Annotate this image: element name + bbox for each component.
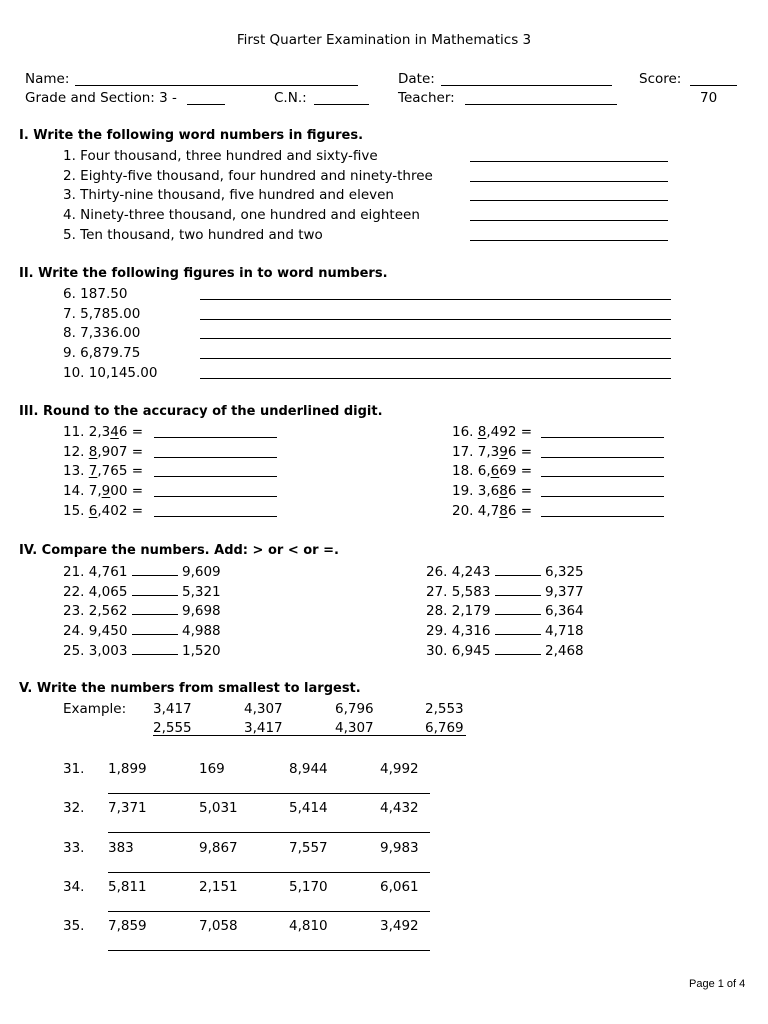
- answer-line[interactable]: [108, 793, 430, 794]
- item-number: 31.: [63, 761, 85, 777]
- teacher-label: Teacher:: [398, 90, 455, 106]
- answer-line[interactable]: [154, 437, 277, 438]
- section-1-heading: I. Write the following word numbers in figures.: [19, 128, 364, 143]
- item-value: 5,811: [108, 878, 147, 895]
- item-value: 7,859: [108, 918, 147, 935]
- score-field[interactable]: [690, 85, 737, 86]
- section-field[interactable]: [187, 104, 225, 105]
- answer-line[interactable]: [541, 437, 664, 438]
- example-answer-value: 6,769: [425, 720, 464, 736]
- answer-line[interactable]: [200, 319, 671, 320]
- compare-item: 23. 2,562 9,698: [63, 603, 221, 620]
- rounding-item: 20. 4,786 =: [452, 502, 533, 519]
- answer-line[interactable]: [470, 161, 668, 162]
- score-label: Score:: [639, 71, 682, 87]
- answer-line[interactable]: [470, 240, 668, 241]
- item-value: 9,867: [199, 839, 238, 856]
- item-value: 5,170: [289, 878, 328, 895]
- example-value: 3,417: [153, 701, 192, 717]
- item-value: 383: [108, 839, 134, 856]
- answer-line[interactable]: [200, 299, 671, 300]
- answer-line[interactable]: [108, 911, 430, 912]
- section-4-heading: IV. Compare the numbers. Add: > or < or =.: [19, 543, 339, 558]
- rounding-item: 14. 7,900 =: [63, 483, 144, 500]
- section-2-heading: II. Write the following figures in to word numbers.: [19, 266, 388, 281]
- total-points: 70: [700, 90, 718, 106]
- example-answer-value: 4,307: [335, 720, 374, 736]
- teacher-field[interactable]: [465, 104, 617, 105]
- example-answer-value: 2,555: [153, 720, 192, 736]
- answer-line[interactable]: [108, 872, 430, 873]
- item-value: 5,414: [289, 800, 328, 817]
- answer-line[interactable]: [154, 457, 277, 458]
- question-item: 6. 187.50: [63, 286, 128, 302]
- item-value: 4,432: [380, 800, 419, 817]
- item-value: 5,031: [199, 800, 238, 817]
- underlined-digit: 9: [101, 483, 111, 500]
- question-item: 10. 10,145.00: [63, 364, 158, 381]
- underlined-digit: 9: [499, 443, 508, 460]
- underlined-digit: 8: [499, 483, 508, 500]
- compare-blank[interactable]: [132, 583, 178, 596]
- compare-item: 24. 9,450 4,988: [63, 623, 221, 640]
- item-value: 169: [199, 761, 225, 777]
- question-item: 7. 5,785.00: [63, 305, 141, 322]
- item-value: 6,061: [380, 878, 419, 895]
- answer-line[interactable]: [108, 950, 430, 951]
- rounding-item: 16. 8,492 =: [452, 424, 533, 440]
- item-value: 4,992: [380, 761, 419, 777]
- date-field[interactable]: [441, 85, 612, 86]
- compare-item: 28. 2,179 6,364: [426, 603, 584, 620]
- item-number: 33.: [63, 839, 85, 856]
- example-value: 4,307: [244, 701, 283, 717]
- item-value: 3,492: [380, 918, 419, 935]
- underlined-digit: 8: [88, 443, 98, 460]
- item-number: 34.: [63, 878, 85, 895]
- question-item: 2. Eighty-five thousand, four hundred and ninety-three: [63, 167, 433, 184]
- item-number: 35.: [63, 918, 85, 935]
- date-label: Date:: [398, 71, 435, 87]
- compare-blank[interactable]: [495, 642, 541, 655]
- item-value: 4,810: [289, 918, 328, 935]
- example-value: 2,553: [425, 701, 464, 717]
- answer-line[interactable]: [470, 181, 668, 182]
- compare-blank[interactable]: [132, 563, 178, 576]
- question-item: 1. Four thousand, three hundred and sixty-five: [63, 148, 378, 164]
- rounding-item: 15. 6,402 =: [63, 502, 144, 519]
- underlined-digit: 6: [88, 502, 98, 519]
- compare-item: 27. 5,583 9,377: [426, 583, 584, 600]
- underlined-digit: 6: [490, 463, 500, 480]
- example-underline: [153, 735, 466, 736]
- underlined-digit: 8: [477, 424, 487, 440]
- answer-line[interactable]: [154, 476, 277, 477]
- example-answer-value: 3,417: [244, 720, 283, 736]
- item-value: 2,151: [199, 878, 238, 895]
- rounding-item: 12. 8,907 =: [63, 443, 144, 460]
- underlined-digit: 7: [88, 463, 98, 480]
- answer-line[interactable]: [154, 496, 277, 497]
- cn-label: C.N.:: [274, 90, 307, 106]
- compare-blank[interactable]: [495, 622, 541, 635]
- answer-line[interactable]: [200, 338, 671, 339]
- compare-item: 26. 4,243 6,325: [426, 564, 584, 580]
- rounding-item: 11. 2,346 =: [63, 424, 144, 440]
- answer-line[interactable]: [154, 516, 277, 517]
- compare-item: 30. 6,945 2,468: [426, 642, 584, 659]
- underlined-digit: 4: [110, 424, 119, 440]
- page-title: First Quarter Examination in Mathematics 3: [236, 32, 532, 48]
- answer-line[interactable]: [200, 358, 671, 359]
- example-label: Example:: [63, 701, 127, 717]
- answer-line[interactable]: [541, 476, 664, 477]
- compare-blank[interactable]: [132, 622, 178, 635]
- item-number: 32.: [63, 800, 85, 817]
- section-5-heading: V. Write the numbers from smallest to largest.: [19, 681, 361, 696]
- underlined-digit: 8: [499, 502, 508, 519]
- section-3-heading: III. Round to the accuracy of the underlined digit.: [19, 404, 383, 419]
- question-item: 9. 6,879.75: [63, 345, 141, 362]
- name-label: Name:: [25, 71, 70, 87]
- rounding-item: 19. 3,686 =: [452, 483, 533, 500]
- question-item: 8. 7,336.00: [63, 325, 141, 342]
- item-value: 7,557: [289, 839, 328, 856]
- compare-item: 22. 4,065 5,321: [63, 583, 221, 600]
- item-value: 7,058: [199, 918, 238, 935]
- cn-field[interactable]: [314, 104, 369, 105]
- answer-line[interactable]: [470, 220, 668, 221]
- answer-line[interactable]: [470, 200, 668, 201]
- answer-line[interactable]: [200, 378, 671, 379]
- rounding-item: 13. 7,765 =: [63, 463, 144, 480]
- compare-blank[interactable]: [132, 642, 178, 655]
- compare-item: 29. 4,316 4,718: [426, 623, 584, 640]
- item-value: 1,899: [108, 761, 147, 777]
- compare-item: 21. 4,761 9,609: [63, 564, 221, 580]
- item-value: 8,944: [289, 761, 328, 777]
- answer-line[interactable]: [541, 457, 664, 458]
- rounding-item: 17. 7,396 =: [452, 443, 533, 460]
- answer-line[interactable]: [541, 516, 664, 517]
- question-item: 4. Ninety-three thousand, one hundred and eighteen: [63, 207, 420, 224]
- question-item: 3. Thirty-nine thousand, five hundred and eleven: [63, 187, 394, 204]
- compare-blank[interactable]: [495, 602, 541, 615]
- item-value: 7,371: [108, 800, 147, 817]
- item-value: 9,983: [380, 839, 419, 856]
- grade-section-label: Grade and Section: 3 -: [25, 90, 177, 106]
- page-number: Page 1 of 4: [689, 978, 746, 990]
- name-field[interactable]: [75, 85, 358, 86]
- answer-line[interactable]: [541, 496, 664, 497]
- rounding-item: 18. 6,669 =: [452, 463, 533, 480]
- compare-item: 25. 3,003 1,520: [63, 642, 221, 659]
- compare-blank[interactable]: [495, 583, 541, 596]
- compare-blank[interactable]: [132, 602, 178, 615]
- answer-line[interactable]: [108, 832, 430, 833]
- example-value: 6,796: [335, 701, 374, 717]
- question-item: 5. Ten thousand, two hundred and two: [63, 226, 323, 243]
- compare-blank[interactable]: [495, 563, 541, 576]
